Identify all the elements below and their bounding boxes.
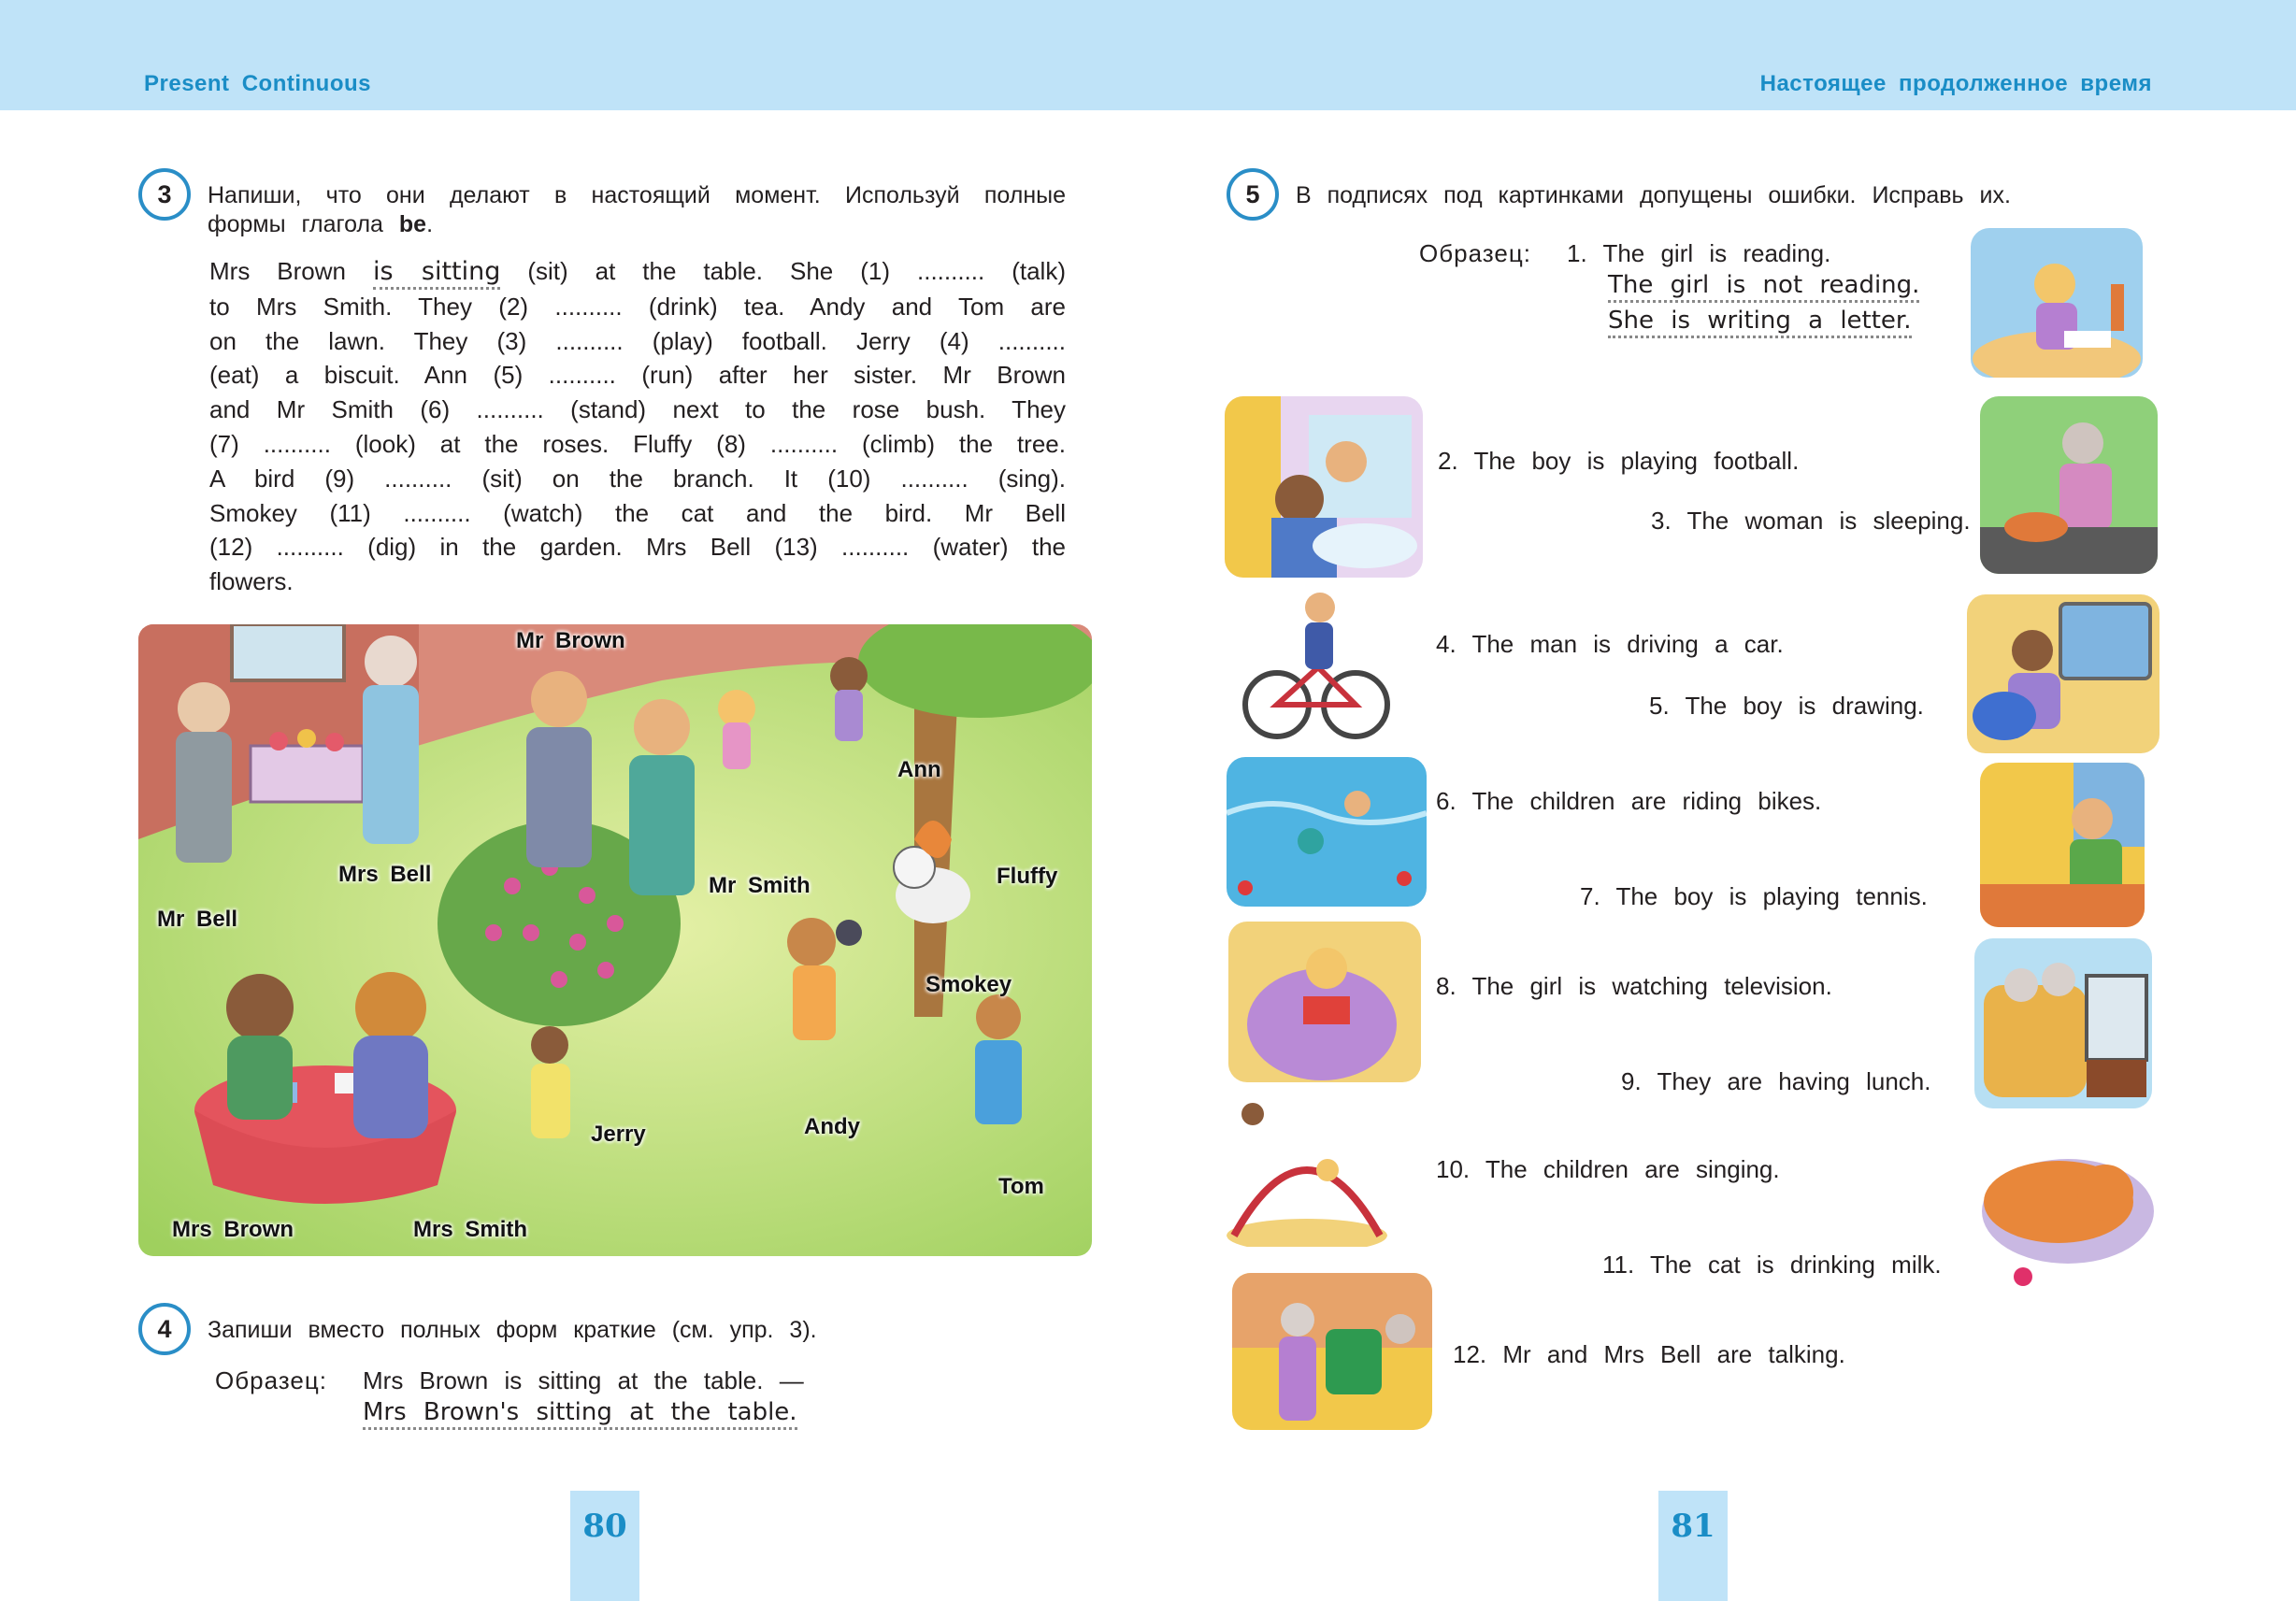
ex5-sentence-11: 11. The cat is drinking milk. xyxy=(1602,1251,1942,1279)
picture-1-art xyxy=(1971,228,2143,378)
ex3-line-3: (eat) a biscuit. Ann (5) .......... (run) after her sister. Mr Brown xyxy=(209,361,1066,390)
ex4-sample-answer: Mrs Brown's sitting at the table. xyxy=(363,1398,797,1430)
label-tom: Tom xyxy=(998,1174,1044,1199)
header-left-title: Present Continuous xyxy=(144,71,372,96)
ex5-sample-answer-1: The girl is not reading. xyxy=(1608,271,1919,303)
ex5-sentence-12: 12. Mr and Mrs Bell are talking. xyxy=(1453,1340,1845,1368)
ex5-sentence-7: 7. The boy is playing tennis. xyxy=(1580,882,1928,910)
task-period: . xyxy=(426,211,434,237)
exercise-3-task-line1: Напиши, что они делают в настоящий момент. Используй полные xyxy=(208,182,1066,208)
ex5-sentence-10: 10. The children are singing. xyxy=(1436,1155,1780,1183)
picture-3-art xyxy=(1980,396,2158,574)
ex5-sentence-3: 3. The woman is sleeping. xyxy=(1651,507,1971,535)
label-mrs-brown: Mrs Brown xyxy=(172,1217,294,1242)
picture-7-art xyxy=(1980,763,2145,927)
page-number-left: 80 xyxy=(570,1491,639,1601)
ex3-line-6: A bird (9) .......... (sit) on the branch. It (10) .......... (sing). xyxy=(209,464,1066,493)
picture-5-boy-at-computer xyxy=(1967,594,2160,753)
picture-9-couple-watching-tv xyxy=(1974,938,2152,1108)
ex5-sentence-5: 5. The boy is drawing. xyxy=(1649,692,1924,720)
picture-1-girl-writing xyxy=(1971,228,2143,378)
ex5-sentence-6: 6. The children are riding bikes. xyxy=(1436,787,1822,815)
task-bold-be: be xyxy=(398,211,427,237)
picture-6-art xyxy=(1227,757,1427,907)
text-fragment: (sit) at the table. She (1) .......... (talk) xyxy=(500,257,1066,285)
ex5-sentence-2: 2. The boy is playing football. xyxy=(1438,447,1800,475)
picture-2-boy-brushing-teeth xyxy=(1225,396,1423,578)
exercise-4-number: 4 xyxy=(138,1303,191,1355)
label-andy: Andy xyxy=(804,1114,860,1139)
exercise-3-number: 3 xyxy=(138,168,191,221)
picture-8-girl-reading xyxy=(1228,922,1421,1082)
label-mrs-smith: Mrs Smith xyxy=(413,1217,528,1242)
ex3-line-1: to Mrs Smith. They (2) .......... (drink) tea. Andy and Tom are xyxy=(209,292,1066,321)
exercise-5-task: В подписях под картинками допущены ошибки. Исправь их. xyxy=(1296,182,2011,208)
picture-3-woman-cooking xyxy=(1980,396,2158,574)
picture-4-art xyxy=(1234,583,1395,742)
text-fragment: Mrs Brown xyxy=(209,257,373,285)
picture-7-boy-washing-dishes xyxy=(1980,763,2145,927)
picture-8-art xyxy=(1228,922,1421,1082)
picture-12-mr-and-mrs-bell-cleaning xyxy=(1232,1273,1432,1430)
ex5-sentence-8: 8. The girl is watching television. xyxy=(1436,972,1832,1000)
ex4-sample-label: Образец: xyxy=(215,1366,327,1394)
header-right-title: Настоящее продолженное время xyxy=(1759,71,2152,96)
picture-4-man-riding-bike xyxy=(1234,583,1395,742)
exercise-4-task: Запиши вместо полных форм краткие (см. упр. 3). xyxy=(208,1317,817,1343)
picture-11-art xyxy=(1956,1136,2156,1292)
picture-5-art xyxy=(1967,594,2160,753)
ex3-line-5: (7) .......... (look) at the roses. Fluffy (8) .......... (climb) the tree. xyxy=(209,429,1066,458)
garden-scene xyxy=(138,624,1092,1256)
label-fluffy: Fluffy xyxy=(997,864,1058,889)
label-mr-brown: Mr Brown xyxy=(516,628,625,653)
ex4-sample-text: Mrs Brown is sitting at the table. — xyxy=(363,1366,804,1394)
exercise-3-task xyxy=(208,181,1066,239)
label-mrs-bell: Mrs Bell xyxy=(338,862,432,887)
picture-11-cat-with-ball xyxy=(1956,1136,2156,1292)
ex5-sentence-4: 4. The man is driving a car. xyxy=(1436,630,1784,658)
ex5-sample-label: Образец: xyxy=(1419,239,1531,267)
ex3-line-4: and Mr Smith (6) .......... (stand) next to the rose bush. They xyxy=(209,395,1066,424)
picture-9-art xyxy=(1974,938,2152,1108)
picture-12-art xyxy=(1232,1273,1432,1430)
ex3-line-0 xyxy=(209,254,1066,290)
ex3-line-2: on the lawn. They (3) .......... (play) football. Jerry (4) .......... xyxy=(209,326,1066,355)
garden-illustration xyxy=(138,624,1092,1256)
exercise-3-task-line2 xyxy=(208,210,1066,239)
handwritten-answer: is sitting xyxy=(373,257,500,290)
exercise-5-number: 5 xyxy=(1227,168,1279,221)
picture-6-children-swimming xyxy=(1227,757,1427,907)
label-mr-bell: Mr Bell xyxy=(157,907,238,932)
exercise-3-text xyxy=(209,254,1066,599)
picture-2-art xyxy=(1225,396,1423,578)
ex5-sample-sentence: 1. The girl is reading. xyxy=(1567,239,1831,267)
label-mr-smith: Mr Smith xyxy=(709,873,811,898)
ex3-last-line: flowers. xyxy=(209,567,294,596)
task-text: формы глагола xyxy=(208,211,399,237)
label-smokey: Smokey xyxy=(926,972,1012,997)
picture-10-children-on-playground xyxy=(1225,1095,1389,1247)
ex5-sentence-9: 9. They are having lunch. xyxy=(1621,1067,1931,1095)
label-ann: Ann xyxy=(897,757,941,782)
ex3-line-7: Smokey (11) .......... (watch) the cat and the bird. Mr Bell xyxy=(209,498,1066,527)
picture-10-art xyxy=(1225,1095,1389,1247)
ex5-sample-answer-2: She is writing a letter. xyxy=(1608,307,1912,338)
page-number-right: 81 xyxy=(1658,1491,1728,1601)
ex3-line-8: (12) .......... (dig) in the garden. Mrs Bell (13) .......... (water) the xyxy=(209,533,1066,562)
label-jerry: Jerry xyxy=(591,1122,646,1147)
